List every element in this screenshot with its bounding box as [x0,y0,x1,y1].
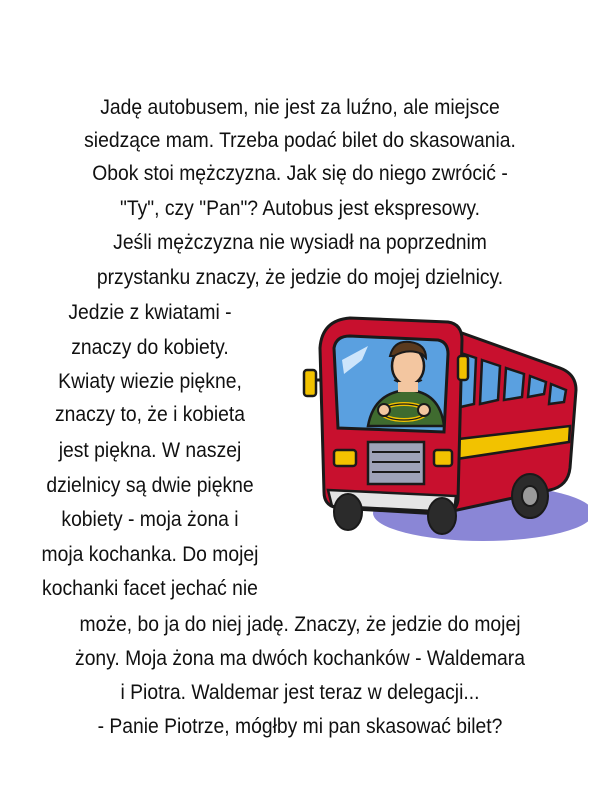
mirror-right [458,356,468,380]
bus-icon [298,300,588,550]
headlight-right [434,450,452,466]
text-line: - Panie Piotrze, mógłby mi pan skasować bilet? [97,715,503,738]
bus-with-driver-illustration [298,300,588,550]
text-line: dzielnicy są dwie piękne [46,474,254,497]
text-line: kochanki facet jechać nie [42,577,258,600]
tire [428,498,456,534]
text-line: "Ty", czy "Pan"? Autobus jest ekspresowy. [120,197,480,220]
text-line: jest piękna. W naszej [58,439,242,462]
text-line: Obok stoi mężczyzna. Jak się do niego zwrócić - [92,162,508,185]
text-line: i Piotra. Waldemar jest teraz w delegacji... [120,681,480,704]
text-line: znaczy to, że i kobieta [54,403,246,426]
text-line: przystanku znaczy, że jedzie do mojej dzielnicy. [96,266,504,289]
text-line: Jadę autobusem, nie jest za luźno, ale miejsce [100,96,500,119]
text-line: Kwiaty wiezie piękne, [58,370,242,393]
text-line: znaczy do kobiety. [71,336,229,359]
text-line: kobiety - moja żona i [61,508,239,531]
text-line: siedzące mam. Trzeba podać bilet do skasowania. [84,129,516,152]
text-line: moja kochanka. Do mojej [41,543,259,566]
text-line: Jeśli mężczyzna nie wysiadł na poprzednim [113,231,487,254]
text-line: żony. Moja żona ma dwóch kochanków - Waldemara [75,647,525,670]
text-line: może, bo ja do niej jadę. Znaczy, że jedzie do mojej [79,613,521,636]
tire [334,494,362,530]
mirror-left [304,370,316,396]
text-line: Jedzie z kwiatami - [68,301,232,324]
headlight-left [334,450,356,466]
